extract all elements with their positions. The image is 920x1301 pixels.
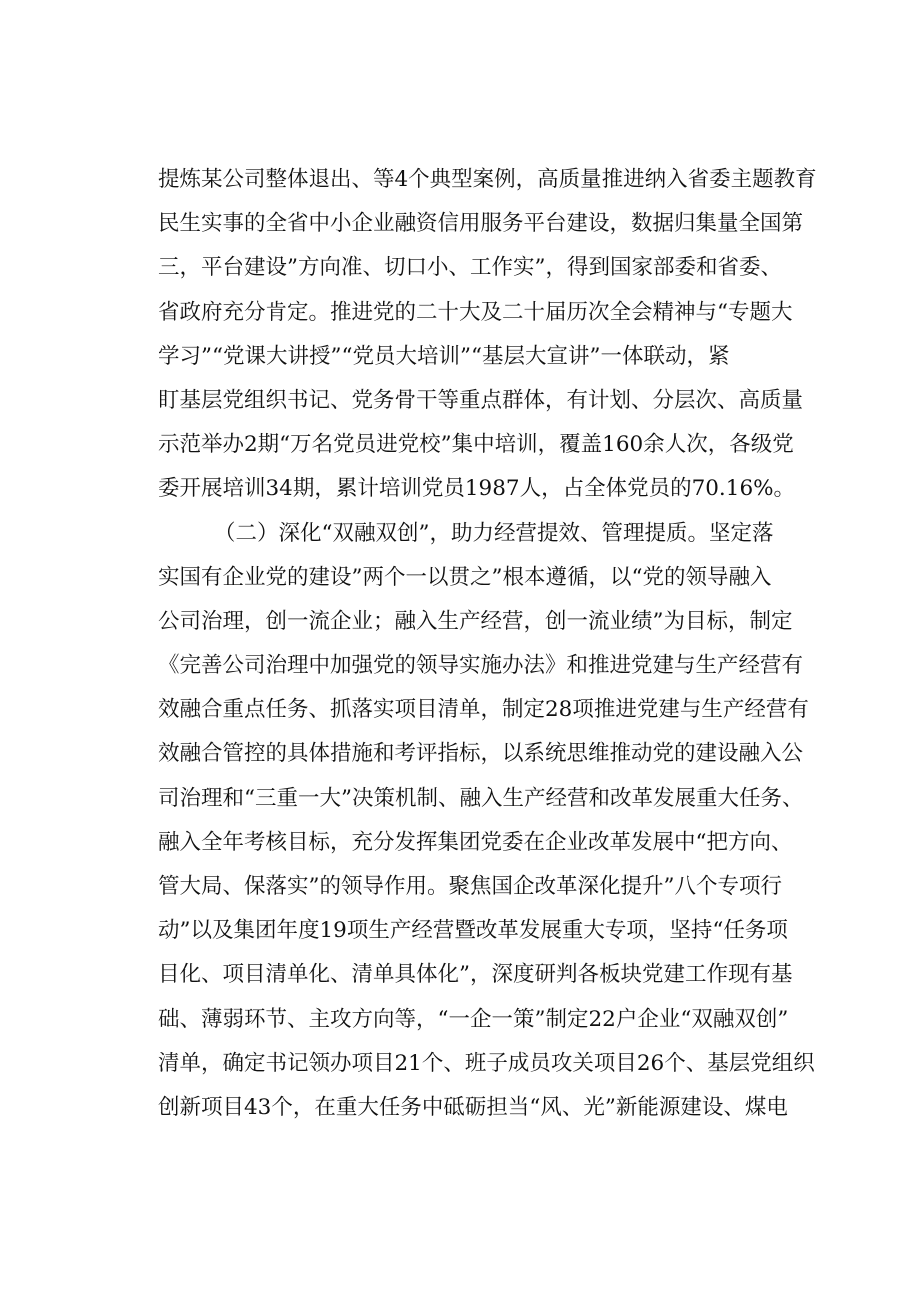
text-line: 省政府充分肯定。推进党的二十大及二十届历次全会精神与“专题大 <box>158 299 793 325</box>
text-line: 示范举办2期“万名党员进党校”集中培训，覆盖160余人次，各级党 <box>158 432 794 458</box>
text-line: 础、薄弱环节、主攻方向等，“一企一策”制定22户企业“双融双创” <box>158 1006 789 1032</box>
section-heading-line: （二）深化“双融双创”，助力经营提效、管理提质。坚定落 <box>214 520 774 546</box>
text-line: 司治理和“三重一大”决策机制、融入生产经营和改革发展重大任务、 <box>158 785 804 811</box>
text-line: 提炼某公司整体退出、等4个典型案例，高质量推进纳入省委主题教育 <box>158 167 817 192</box>
body-text <box>158 158 817 1130</box>
text-line: 清单，确定书记领办项目21个、班子成员攻关项目26个、基层党组织 <box>158 1050 815 1076</box>
text-line: 管大局、保落实”的领导作用。聚焦国企改革深化提升”八个专项行 <box>158 874 782 899</box>
text-line: 三，平台建设”方向准、切口小、工作实”，得到国家部委和省委、 <box>158 255 782 281</box>
text-line: 盯基层党组织书记、党务骨干等重点群体，有计划、分层次、高质量 <box>158 387 804 413</box>
text-line: 创新项目43个，在重大任务中砥砺担当“风、光”新能源建设、煤电 <box>158 1094 788 1120</box>
text-line: 动”以及集团年度19项生产经营暨改革发展重大专项，坚持“任务项 <box>158 918 788 944</box>
text-line: 民生实事的全省中小企业融资信用服务平台建设，数据归集量全国第 <box>158 211 804 237</box>
text-line: 实国有企业党的建设”两个一以贯之”根本遵循，以“党的领导融入 <box>158 564 772 590</box>
text-line: 融入全年考核目标，充分发挥集团党委在企业改革发展中“把方向、 <box>158 829 793 855</box>
text-line: 目化、项目清单化、清单具体化”，深度研判各板块党建工作现有基 <box>158 962 793 988</box>
text-line: 公司治理，创一流企业；融入生产经营，创一流业绩”为目标，制定 <box>158 608 793 634</box>
text-line: 学习”“党课大讲授”“党员大培训”“基层大宣讲”一体联动，紧 <box>158 343 730 369</box>
text-line: 效融合重点任务、抓落实项目清单，制定28项推进党建与生产经营有 <box>158 697 809 723</box>
text-line: 委开展培训34期，累计培训党员1987人，占全体党员的70.16%。 <box>158 476 796 502</box>
text-line: 《完善公司治理中加强党的领导实施办法》和推进党建与生产经营有 <box>158 653 804 679</box>
text-line: 效融合管控的具体措施和考评指标，以系统思维推动党的建设融入公 <box>158 741 804 767</box>
